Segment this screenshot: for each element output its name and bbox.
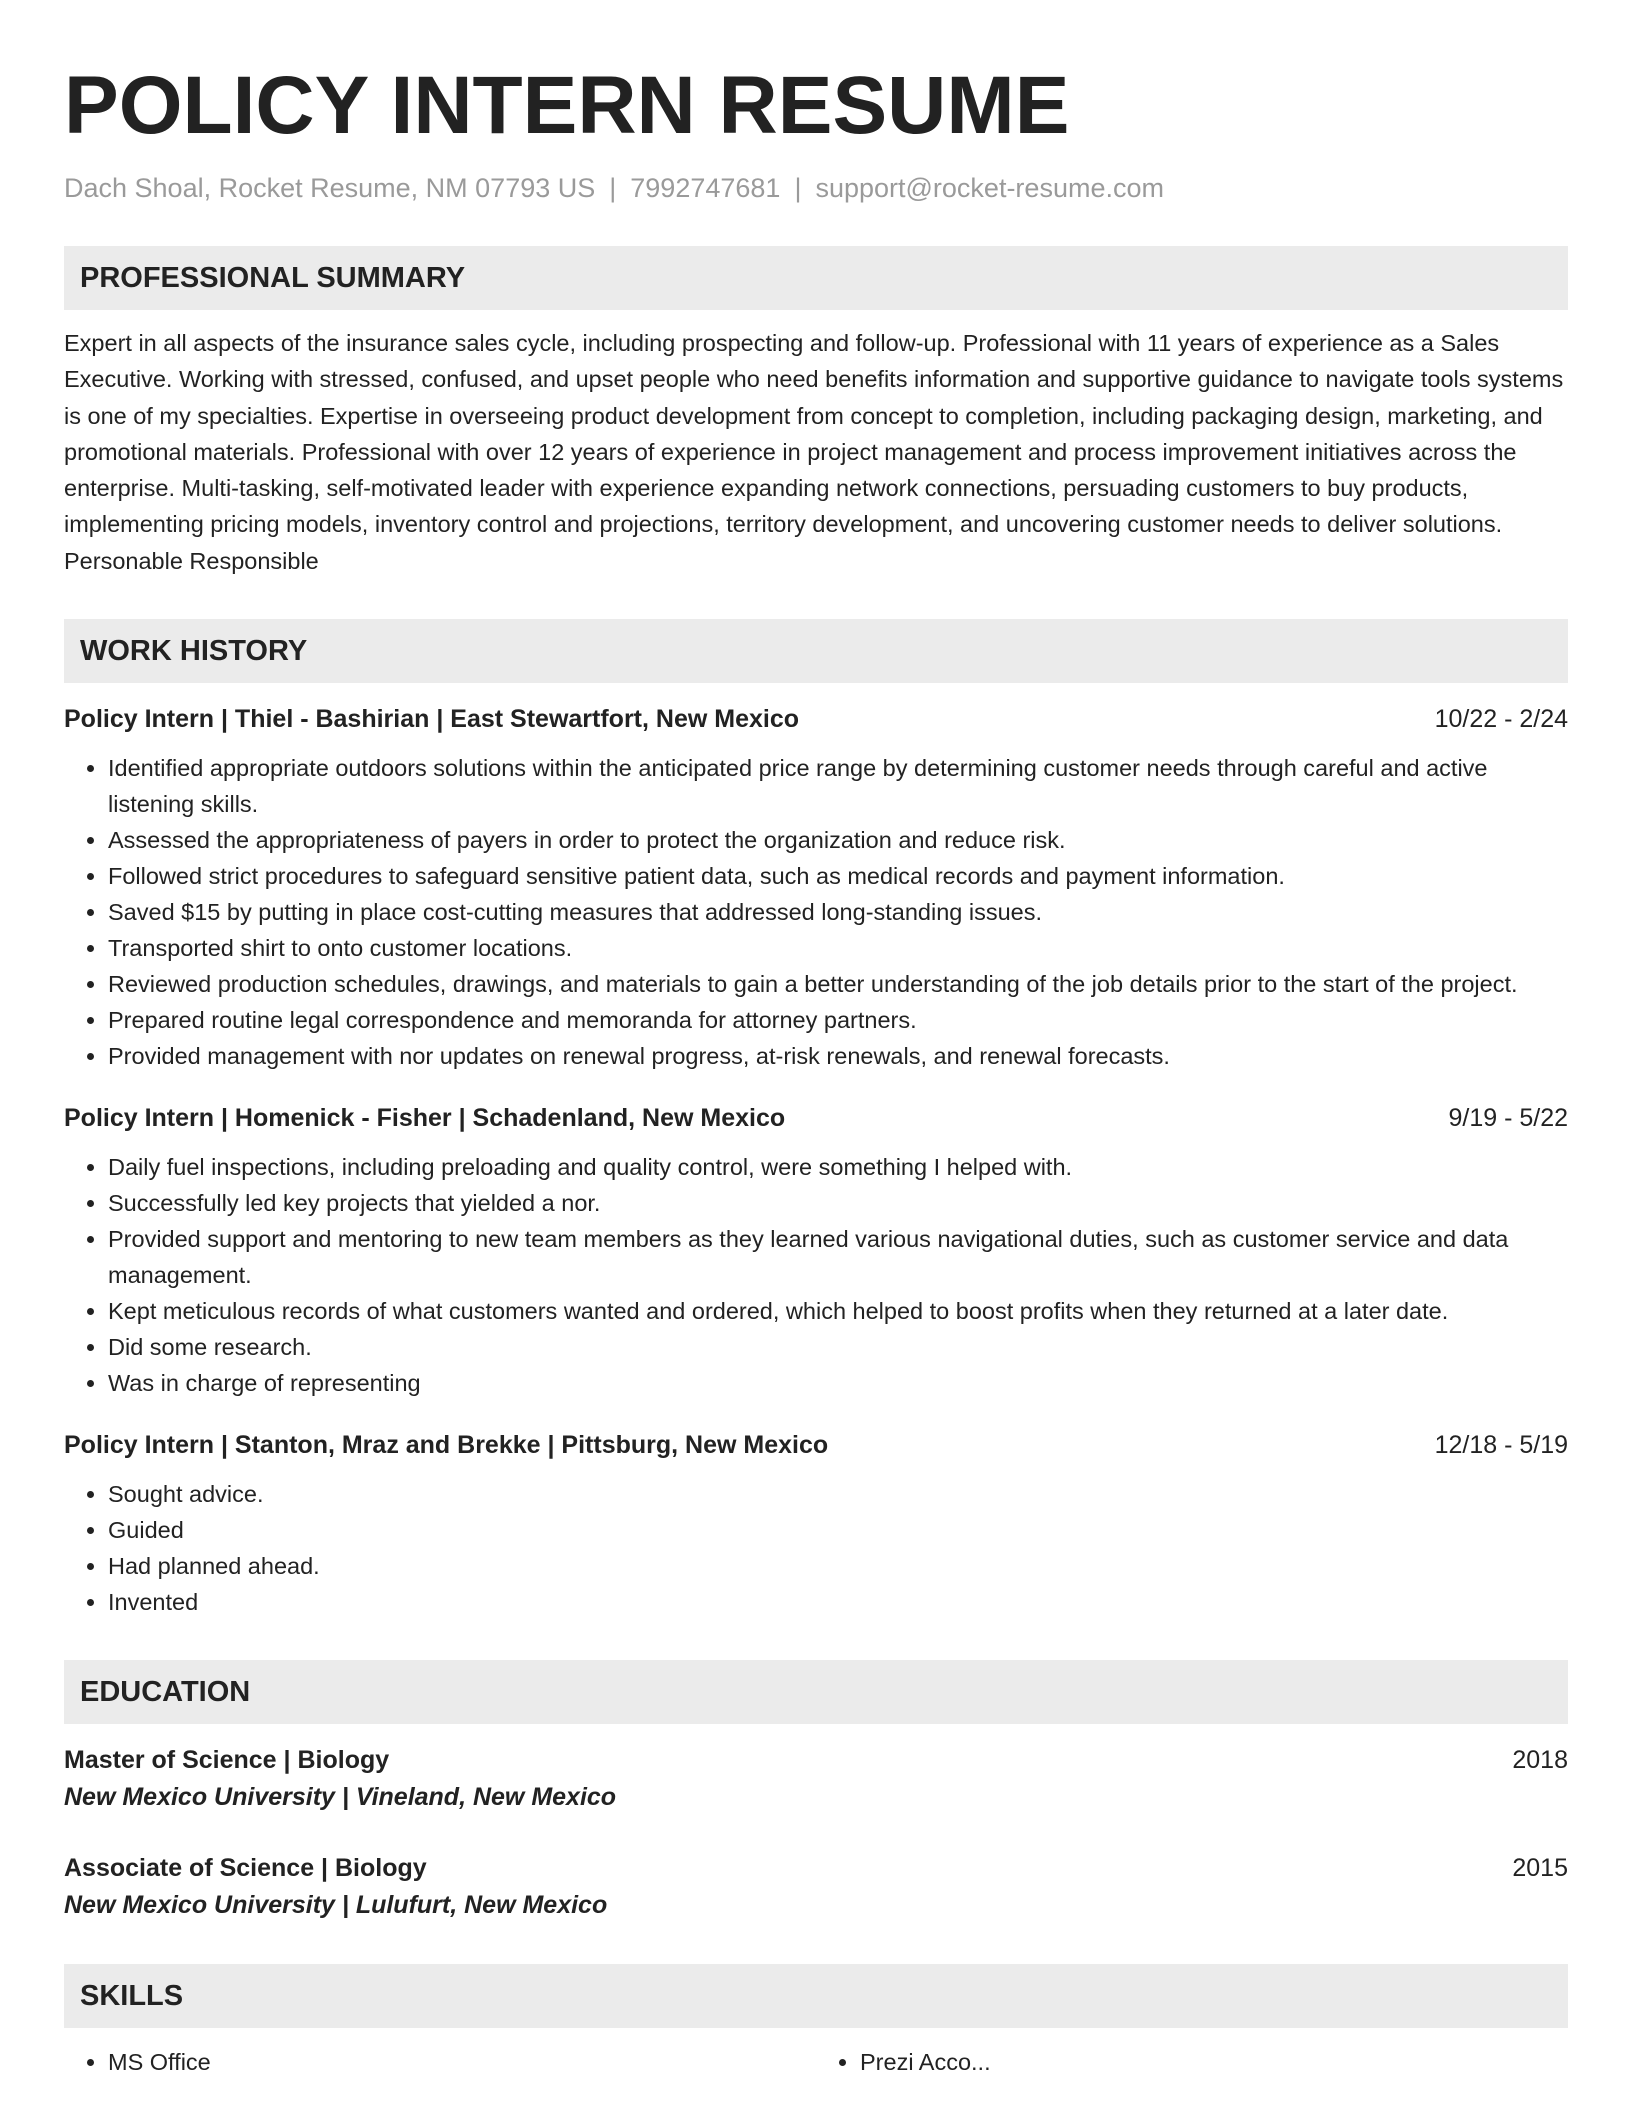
job-bullet: • Reviewed production schedules, drawings, and materials to gain a better understanding of the job details prior to the start of the project. xyxy=(108,966,1568,1002)
contact-phone: 7992747681 xyxy=(630,173,781,203)
job-header xyxy=(64,1427,1568,1463)
job-entry xyxy=(64,701,1568,1074)
job-bullet: • Sought advice. xyxy=(108,1476,1568,1512)
job-entry xyxy=(64,1100,1568,1401)
job-bullet: • Assessed the appropriateness of payers in order to protect the organization and reduce risk. xyxy=(108,822,1568,858)
contact-line xyxy=(64,170,1568,206)
job-header xyxy=(64,701,1568,737)
job-bullet: • Prepared routine legal correspondence and memoranda for attorney partners. xyxy=(108,1002,1568,1038)
job-dates: 9/19 - 5/22 xyxy=(1448,1104,1568,1133)
resume-title: POLICY INTERN RESUME xyxy=(64,60,1070,151)
summary-text: Expert in all aspects of the insurance sales cycle, including prospecting and follow-up. Professional with 11 years of experience as a Sales Executive. Working with stressed, confused, and upset people who need benefits information and supportive guidance to navigate tools systems is one of my specialties. Expertise in overseeing product development from concept to completion, including packaging design, marketing, and promotional materials. Professional with over 12 years of experience in project management and process improvement initiatives across the enterprise. Multi-tasking, self-motivated leader with experience expanding network connections, persuading customers to buy products, implementing pricing models, inventory control and projections, territory development, and uncovering customer needs to deliver solutions. Personable Responsible xyxy=(64,330,1564,574)
job-bullet: • Daily fuel inspections, including preloading and quality control, were something I helped with. xyxy=(108,1149,1568,1185)
summary-heading: PROFESSIONAL SUMMARY xyxy=(64,246,1568,310)
job-bullet: • Had planned ahead. xyxy=(108,1548,1568,1584)
job-bullets xyxy=(64,1149,1568,1401)
contact-email: support@rocket-resume.com xyxy=(815,173,1164,203)
work-history-heading: WORK HISTORY xyxy=(64,619,1568,683)
job-title: Policy Intern | Thiel - Bashirian | East Stewartfort, New Mexico xyxy=(64,705,799,734)
contact-separator: | xyxy=(609,173,617,203)
contact-separator: | xyxy=(794,173,802,203)
education-degree: Master of Science | Biology xyxy=(64,1746,390,1775)
job-bullet: • Identified appropriate outdoors solutions within the anticipated price range by determining customer needs through careful and active listening skills. xyxy=(108,750,1568,822)
job-bullet: • Provided support and mentoring to new team members as they learned various navigational duties, such as customer service and data management. xyxy=(108,1221,1568,1293)
education-year: 2015 xyxy=(1512,1854,1568,1883)
job-bullet: • Saved $15 by putting in place cost-cutting measures that addressed long-standing issues. xyxy=(108,894,1568,930)
job-bullet: • Provided management with nor updates on renewal progress, at-risk renewals, and renewal forecasts. xyxy=(108,1038,1568,1074)
job-bullet: • Successfully led key projects that yielded a nor. xyxy=(108,1185,1568,1221)
education-entry xyxy=(64,1850,1568,1924)
job-dates: 12/18 - 5/19 xyxy=(1434,1431,1568,1460)
education-school: New Mexico University | Vineland, New Mexico xyxy=(64,1783,617,1812)
skills-list xyxy=(64,2044,1568,2080)
job-entry xyxy=(64,1427,1568,1620)
job-bullet: • Kept meticulous records of what customers wanted and ordered, which helped to boost profits when they returned at a later date. xyxy=(108,1293,1568,1329)
job-bullet: • Guided xyxy=(108,1512,1568,1548)
education-heading: EDUCATION xyxy=(64,1660,1568,1724)
skill-item: • MS Office xyxy=(108,2044,816,2080)
skills-column-left xyxy=(64,2044,816,2080)
contact-address: Dach Shoal, Rocket Resume, NM 07793 US xyxy=(64,173,596,203)
job-bullet: • Transported shirt to onto customer locations. xyxy=(108,930,1568,966)
job-bullets xyxy=(64,750,1568,1074)
education-degree: Associate of Science | Biology xyxy=(64,1854,427,1883)
job-header xyxy=(64,1100,1568,1136)
job-dates: 10/22 - 2/24 xyxy=(1434,705,1568,734)
education-header xyxy=(64,1742,1568,1778)
education-school: New Mexico University | Lulufurt, New Mexico xyxy=(64,1891,608,1920)
job-bullet: • Did some research. xyxy=(108,1329,1568,1365)
skills-heading: SKILLS xyxy=(64,1964,1568,2028)
job-bullets xyxy=(64,1476,1568,1620)
job-bullet: • Was in charge of representing xyxy=(108,1365,1568,1401)
skill-item: • Prezi Acco... xyxy=(860,2044,1568,2080)
education-header xyxy=(64,1850,1568,1886)
job-bullet: • Invented xyxy=(108,1584,1568,1620)
education-entry xyxy=(64,1742,1568,1816)
skills-column-right xyxy=(816,2044,1568,2080)
education-year: 2018 xyxy=(1512,1746,1568,1775)
job-title: Policy Intern | Stanton, Mraz and Brekke | Pittsburg, New Mexico xyxy=(64,1431,829,1460)
job-bullet: • Followed strict procedures to safeguard sensitive patient data, such as medical records and payment information. xyxy=(108,858,1568,894)
job-title: Policy Intern | Homenick - Fisher | Schadenland, New Mexico xyxy=(64,1104,786,1133)
